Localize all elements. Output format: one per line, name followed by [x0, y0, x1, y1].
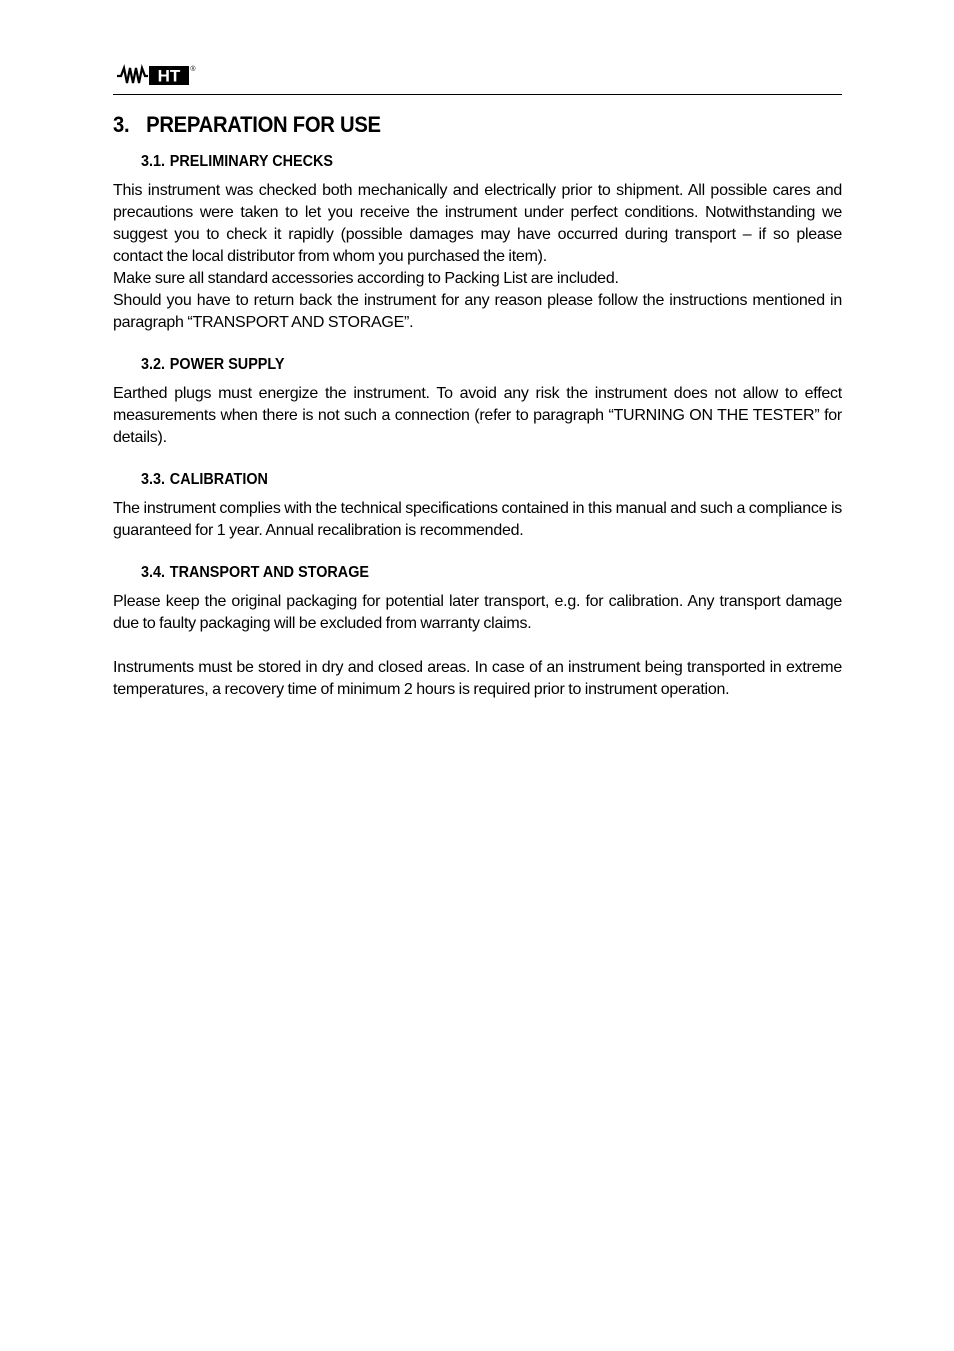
logo-text: HT [157, 66, 181, 86]
section-number: 3.1. [141, 153, 166, 170]
paragraph: This instrument was checked both mechanically and electrically prior to shipment. All possible cares and precautions were taken to let you receive the instrument under perfect conditions. Notwithstanding we suggest you to check it rapidly (possible damages may have occurred during transport – if so please contact the local distributor from whom you purchased the item). [113, 182, 842, 265]
section-transport-and-storage [113, 562, 842, 701]
paragraph: Please keep the original packaging for potential later transport, e.g. for calibration. Any transport damage due to faulty packaging will be excluded from warranty claims. [113, 593, 842, 632]
section-title: TRANSPORT AND STORAGE [169, 564, 370, 581]
page-header [113, 60, 842, 95]
section-heading [141, 151, 772, 173]
paragraph: Earthed plugs must energize the instrument. To avoid any risk the instrument does not allow to effect measurements when there is not such a connection (refer to paragraph “TURNING ON THE TESTER” for details). [113, 385, 842, 446]
paragraph: The instrument complies with the technical specifications contained in this manual and such a compliance is guaranteed for 1 year. Annual recalibration is recommended. [113, 500, 842, 539]
section-preliminary-checks [113, 151, 842, 334]
section-number: 3.4. [141, 564, 166, 581]
section-number: 3.3. [141, 471, 166, 488]
paragraph: Make sure all standard accessories according to Packing List are included. [113, 270, 619, 287]
section-title: CALIBRATION [169, 471, 268, 488]
section-title: POWER SUPPLY [169, 356, 285, 373]
section-number: 3.2. [141, 356, 166, 373]
section-heading [141, 469, 772, 491]
ht-logo-icon [115, 63, 197, 87]
section-heading [141, 562, 772, 584]
section-heading [141, 354, 772, 376]
chapter-number: 3. [113, 112, 130, 137]
paragraph-gap [113, 635, 842, 657]
section-power-supply [113, 354, 842, 449]
section-title: PRELIMINARY CHECKS [169, 153, 334, 170]
chapter-title: PREPARATION FOR USE [146, 112, 381, 137]
page-content [113, 111, 842, 721]
registered-mark: ® [190, 66, 196, 73]
section-calibration [113, 469, 842, 542]
paragraph: Should you have to return back the instrument for any reason please follow the instructions mentioned in paragraph “TRANSPORT AND STORAGE”. [113, 292, 842, 331]
chapter-heading [113, 111, 784, 139]
paragraph: Instruments must be stored in dry and closed areas. In case of an instrument being transported in extreme temperatures, a recovery time of minimum 2 hours is required prior to instrument operation. [113, 659, 842, 698]
